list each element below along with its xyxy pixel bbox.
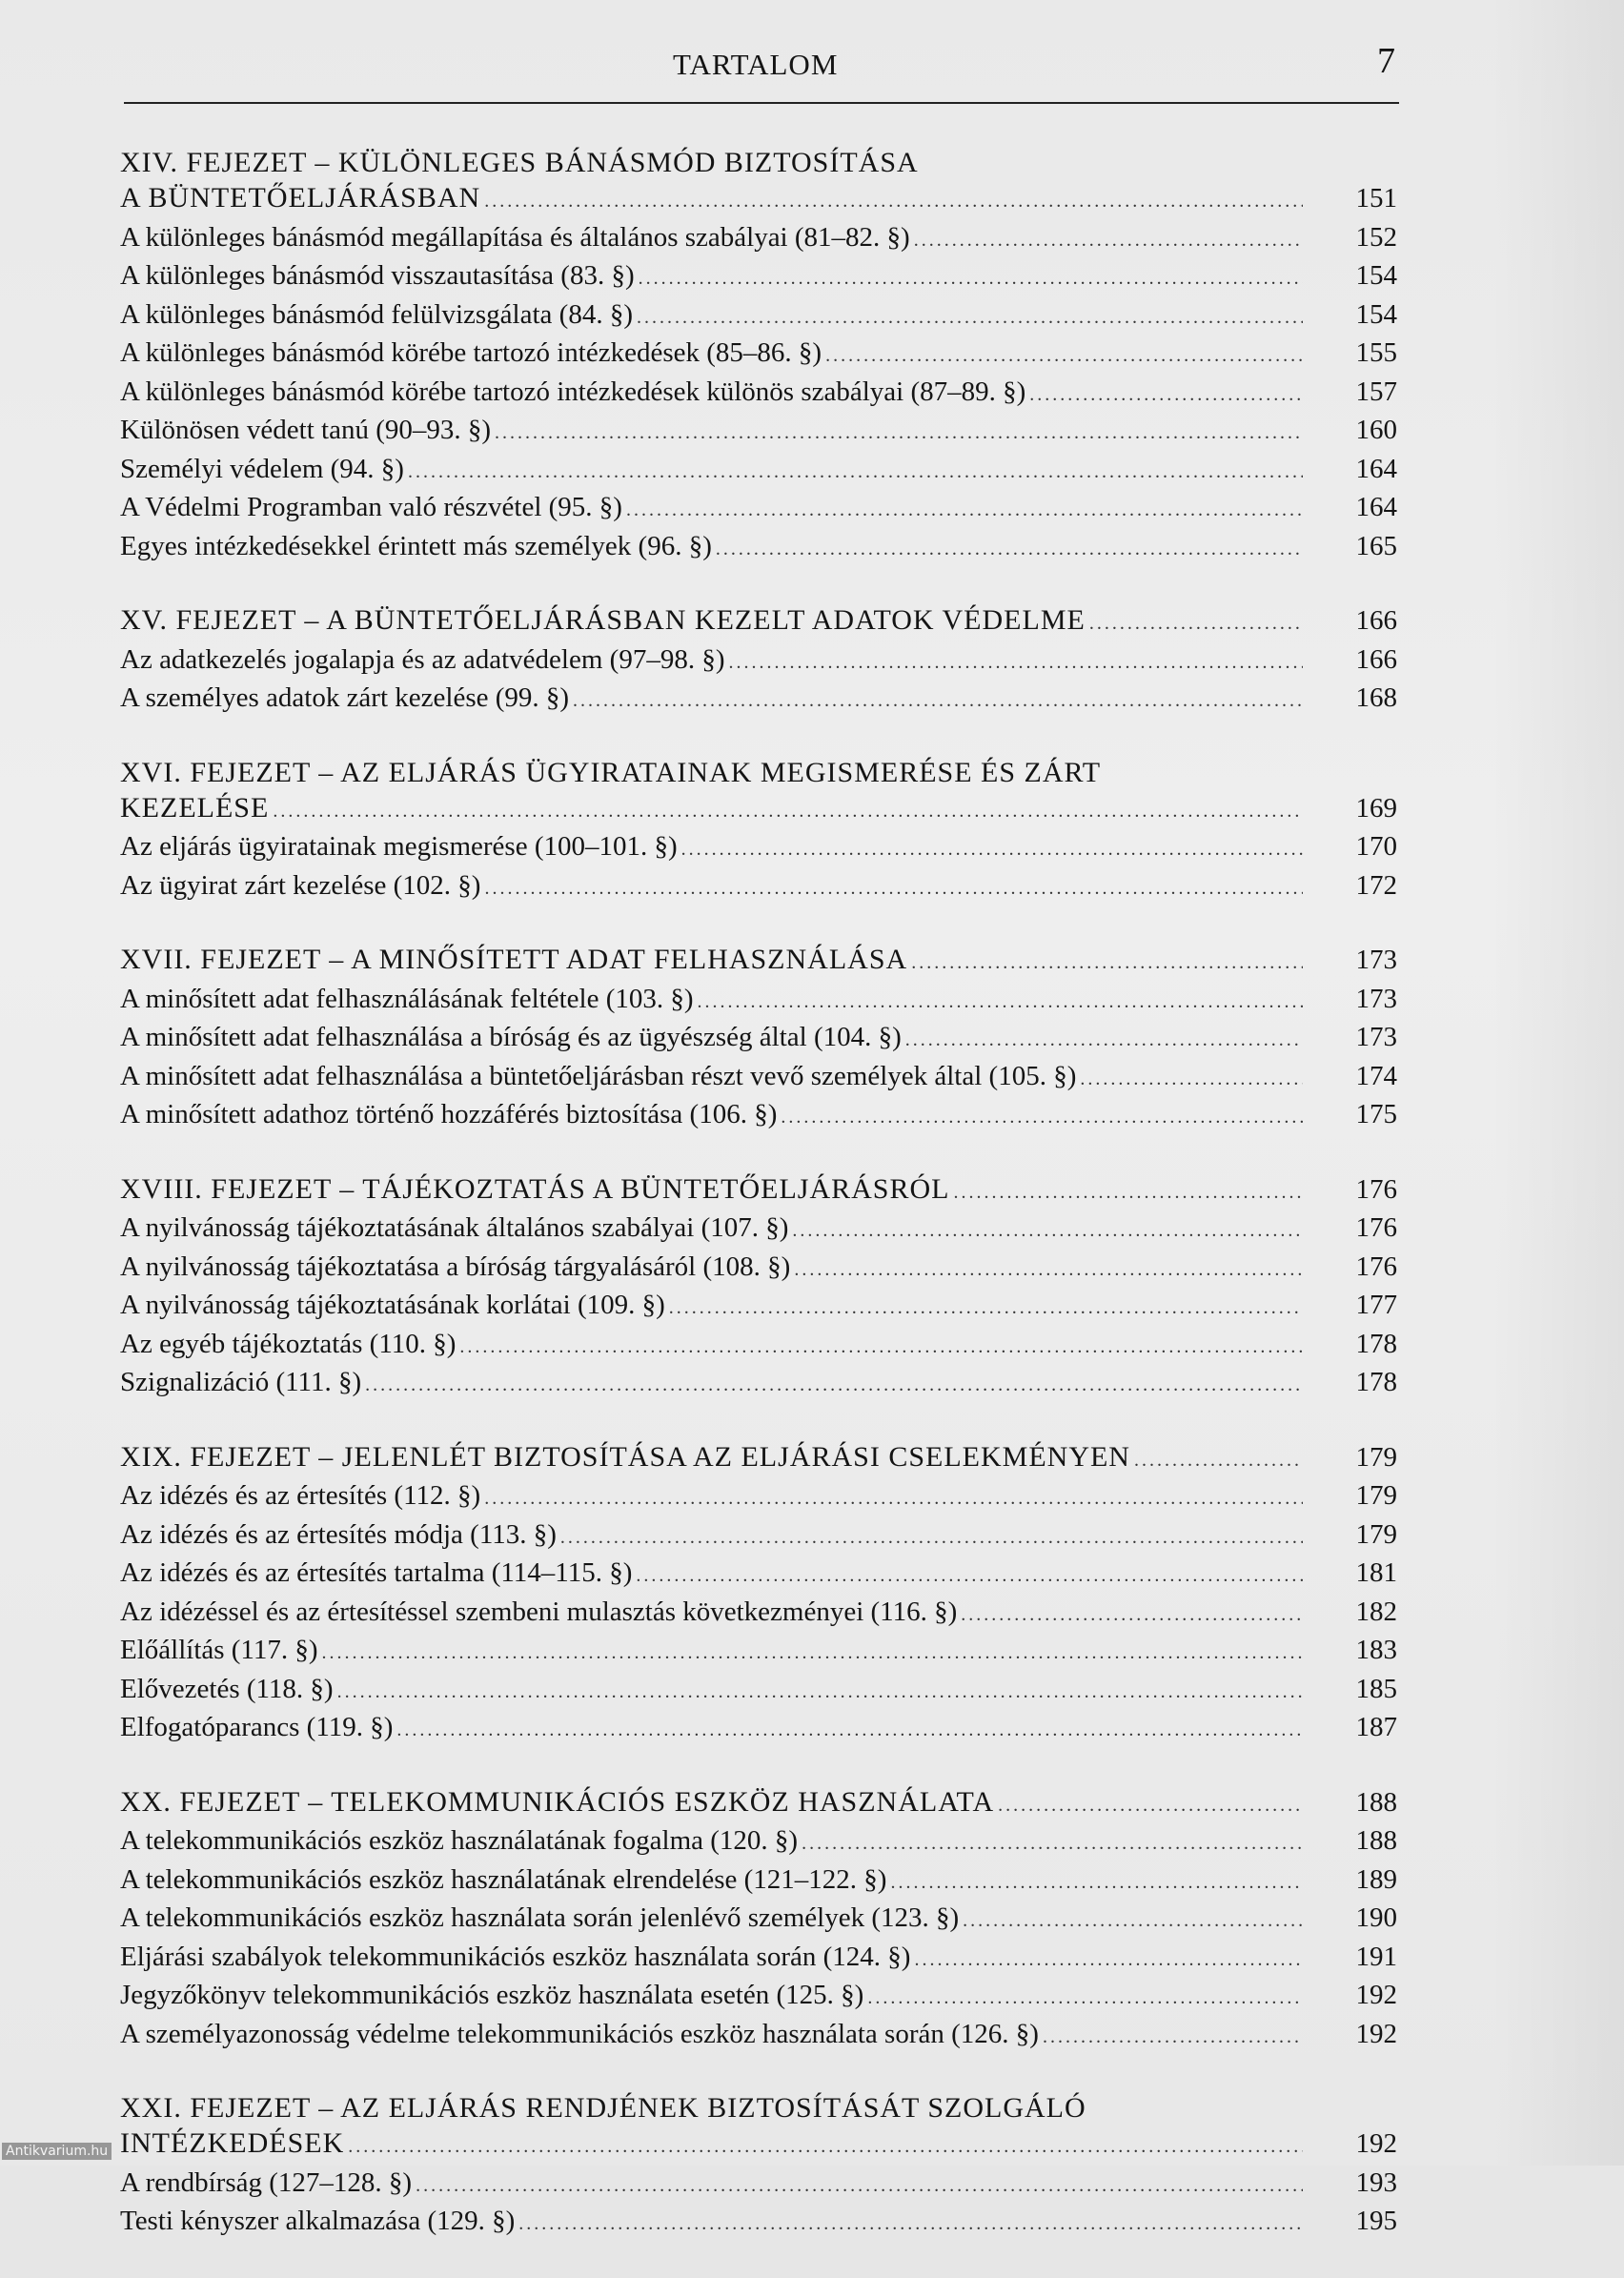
dot-leader (1134, 1443, 1303, 1479)
toc-entry-page-number: 181 (1355, 1557, 1397, 1588)
toc-entry-text: Az adatkezelés jogalapja és az adatvédelem (97–98. §) (120, 643, 725, 675)
dot-leader (1043, 2020, 1303, 2056)
toc-entry-text: Szignalizáció (111. §) (120, 1367, 362, 1397)
dot-leader (963, 1903, 1303, 1940)
header-rule (124, 102, 1399, 104)
toc-entry[interactable] (120, 868, 1397, 907)
toc-entry-text: A telekommunikációs eszköz használatának elrendelése (121–122. §) (120, 1863, 887, 1895)
dot-leader (911, 946, 1303, 982)
toc-entry-text: A különleges bánásmód körébe tartozó intézkedések különös szabályai (87–89. §) (120, 376, 1026, 407)
toc-entry-text: A személyes adatok zárt kezelése (99. §) (120, 682, 570, 713)
toc-entry-text: A különleges bánásmód körébe tartozó intézkedések (85–86. §) (120, 337, 822, 368)
toc-chapter (120, 145, 1397, 567)
dot-leader (1089, 606, 1303, 642)
toc-entry-text: A Védelmi Programban való részvétel (95. §) (120, 492, 622, 522)
toc-entry-page-number: 189 (1355, 1863, 1397, 1895)
chapter-title-text: XIX. FEJEZET – JELENLÉT BIZTOSÍTÁSA AZ ELJÁRÁSI CSELEKMÉNYEN (120, 1440, 1130, 1473)
toc-entry-text: A nyilvánosság tájékoztatásának korlátai (109. §) (120, 1290, 665, 1320)
toc-entry-page-number: 195 (1355, 2206, 1397, 2236)
dot-leader (867, 1981, 1303, 2017)
toc-entry-text: Személyi védelem (94. §) (120, 453, 404, 484)
toc-entry[interactable] (120, 1210, 1397, 1250)
chapter-page-number: 176 (1355, 1173, 1397, 1205)
watermark: Antikvarium.hu (2, 2143, 112, 2160)
toc-entry-text: Az idézés és az értesítés (112. §) (120, 1480, 481, 1511)
toc-entry-page-number: 174 (1355, 1060, 1397, 1091)
chapter-title: XVI. FEJEZET – AZ ELJÁRÁS ÜGYIRATAINAK MEGISMERÉSE ÉS ZÁRT (120, 756, 1102, 788)
toc-entry-text: A telekommunikációs eszköz használatának fogalma (120. §) (120, 1825, 799, 1856)
toc-entry-page-number: 192 (1355, 1980, 1397, 2010)
dot-leader (792, 1213, 1303, 1250)
toc-entry-page-number: 190 (1355, 1902, 1397, 1933)
dot-leader (681, 832, 1303, 868)
toc-entry[interactable] (120, 490, 1397, 529)
dot-leader (794, 1252, 1303, 1289)
chapter-title: XIV. FEJEZET – KÜLÖNLEGES BÁNÁSMÓD BIZTOSÍTÁSA (120, 147, 919, 178)
dot-leader (639, 261, 1303, 297)
dot-leader (669, 1291, 1303, 1327)
chapter-title-text: KEZELÉSE (120, 791, 270, 824)
chapter-page-number: 166 (1355, 605, 1397, 636)
dot-leader (484, 184, 1303, 220)
dot-leader (495, 416, 1303, 452)
toc-entry-text: Előállítás (117. §) (120, 1635, 318, 1665)
toc-entry[interactable] (120, 2166, 1397, 2205)
toc-entry[interactable] (120, 1288, 1397, 1327)
dot-leader (905, 1023, 1303, 1059)
dot-leader (637, 300, 1303, 336)
toc-entry[interactable] (120, 1672, 1397, 1711)
toc-entry[interactable] (120, 1823, 1397, 1862)
toc-entry[interactable] (120, 220, 1397, 259)
dot-leader (998, 1788, 1303, 1824)
toc-entry-page-number: 176 (1355, 1251, 1397, 1282)
toc-entry[interactable] (120, 642, 1397, 681)
toc-entry-page-number: 168 (1355, 682, 1397, 713)
dot-leader (825, 338, 1303, 375)
dot-leader (518, 2207, 1303, 2243)
chapter-page-number: 173 (1355, 945, 1397, 975)
chapter-title-row[interactable] (120, 2125, 1397, 2166)
dot-leader (716, 532, 1303, 568)
dot-leader (396, 1713, 1303, 1749)
dot-leader (914, 1942, 1303, 1979)
dot-leader (802, 1826, 1303, 1862)
dot-leader (459, 1330, 1303, 1366)
toc-entry-text: Eljárási szabályok telekommunikációs eszköz használata során (124. §) (120, 1941, 911, 1972)
toc-entry[interactable] (120, 2017, 1397, 2056)
toc-entry-page-number: 173 (1355, 983, 1397, 1014)
chapter-title-text: XX. FEJEZET – TELEKOMMUNIKÁCIÓS ESZKÖZ HASZNÁLATA (120, 1785, 995, 1818)
toc-entry-page-number: 179 (1355, 1480, 1397, 1511)
toc-entry-text: A nyilvánosság tájékoztatása a bíróság tárgyalásáról (108. §) (120, 1251, 791, 1282)
toc-entry-page-number: 188 (1355, 1825, 1397, 1856)
chapter-title-text: INTÉZKEDÉSEK (120, 2127, 345, 2159)
toc-entry-page-number: 157 (1355, 376, 1397, 407)
chapter-title-row[interactable] (120, 790, 1397, 830)
toc-entry-text: A minősített adat felhasználása a büntetőeljárásban részt vevő személyek által (105. §) (120, 1060, 1077, 1091)
toc-entry[interactable] (120, 336, 1397, 375)
toc-entry-page-number: 179 (1355, 1518, 1397, 1550)
dot-leader (890, 1865, 1303, 1902)
dot-leader (953, 1175, 1303, 1211)
toc-entry-text: A különleges bánásmód megállapítása és általános szabályai (81–82. §) (120, 221, 910, 253)
toc-entry[interactable] (120, 1250, 1397, 1289)
toc-entry[interactable] (120, 1478, 1397, 1517)
chapter-title-row[interactable] (120, 1439, 1397, 1479)
toc-entry[interactable] (120, 1862, 1397, 1902)
toc-entry[interactable] (120, 1020, 1397, 1059)
dot-leader (914, 223, 1303, 259)
toc-entry[interactable] (120, 413, 1397, 452)
toc-entry-text: Egyes intézkedésekkel érintett más személyek (96. §) (120, 530, 712, 561)
chapter-title-row[interactable] (120, 1784, 1397, 1824)
chapter-title-row[interactable] (120, 602, 1397, 642)
dot-leader (484, 1481, 1303, 1517)
toc-entry-text: Jegyzőkönyv telekommunikációs eszköz használata esetén (125. §) (120, 1980, 864, 2010)
dot-leader (273, 794, 1303, 830)
toc-entry-text: A különleges bánásmód felülvizsgálata (84. §) (120, 298, 633, 330)
toc-entry-page-number: 166 (1355, 643, 1397, 675)
toc-entry[interactable] (120, 258, 1397, 297)
toc-entry[interactable] (120, 982, 1397, 1021)
dot-leader (365, 1368, 1303, 1404)
toc-entry-text: Az eljárás ügyiratainak megismerése (100–101. §) (120, 831, 678, 862)
page-number: 7 (1377, 41, 1395, 81)
toc-entry[interactable] (120, 681, 1397, 720)
toc-entry[interactable] (120, 1633, 1397, 1672)
toc-entry[interactable] (120, 1595, 1397, 1634)
toc-entry-page-number: 177 (1355, 1290, 1397, 1320)
toc-entry-page-number: 187 (1355, 1712, 1397, 1742)
toc-entry-text: A minősített adat felhasználásának feltétele (103. §) (120, 983, 694, 1014)
table-of-contents (120, 145, 1397, 2278)
toc-entry-page-number: 155 (1355, 337, 1397, 368)
toc-entry[interactable] (120, 529, 1397, 568)
toc-entry-page-number: 164 (1355, 453, 1397, 484)
toc-entry-page-number: 178 (1355, 1367, 1397, 1397)
toc-entry-page-number: 164 (1355, 492, 1397, 522)
toc-entry-page-number: 154 (1355, 260, 1397, 291)
chapter-page-number: 169 (1355, 792, 1397, 824)
dot-leader (626, 493, 1303, 529)
toc-entry[interactable] (120, 1517, 1397, 1556)
toc-entry-page-number: 172 (1355, 869, 1397, 901)
toc-entry-page-number: 193 (1355, 2166, 1397, 2198)
toc-entry-page-number: 165 (1355, 530, 1397, 561)
dot-leader (636, 1558, 1303, 1595)
toc-entry[interactable] (120, 1097, 1397, 1136)
dot-leader (337, 1675, 1303, 1711)
chapter-title-row[interactable] (120, 942, 1397, 982)
toc-entry-text: A nyilvánosság tájékoztatásának általános szabályai (107. §) (120, 1212, 789, 1243)
toc-chapter (120, 2090, 1397, 2243)
toc-entry-page-number: 178 (1355, 1328, 1397, 1359)
chapter-title-text: XV. FEJEZET – A BÜNTETŐELJÁRÁSBAN KEZELT ADATOK VÉDELME (120, 604, 1086, 636)
toc-entry[interactable] (120, 1327, 1397, 1366)
toc-entry-text: Az idézés és az értesítés módja (113. §) (120, 1518, 557, 1550)
chapter-title-row[interactable] (120, 1171, 1397, 1211)
dot-leader (322, 1636, 1303, 1672)
toc-chapter (120, 755, 1397, 907)
toc-entry-page-number: 152 (1355, 221, 1397, 253)
toc-entry[interactable] (120, 1365, 1397, 1404)
dot-leader (560, 1520, 1303, 1556)
chapter-title-text: XVIII. FEJEZET – TÁJÉKOZTATÁS A BÜNTETŐELJÁRÁSRÓL (120, 1172, 950, 1205)
toc-entry[interactable] (120, 1940, 1397, 1979)
toc-entry[interactable] (120, 452, 1397, 491)
toc-entry-text: Különösen védett tanú (90–93. §) (120, 415, 492, 445)
toc-entry[interactable] (120, 829, 1397, 868)
toc-entry-text: Testi kényszer alkalmazása (129. §) (120, 2206, 516, 2236)
toc-entry-text: Elővezetés (118. §) (120, 1673, 334, 1704)
chapter-title-text: XVII. FEJEZET – A MINŐSÍTETT ADAT FELHASZNÁLÁSA (120, 944, 908, 975)
toc-entry[interactable] (120, 1059, 1397, 1098)
toc-entry-page-number: 176 (1355, 1212, 1397, 1243)
dot-leader (1080, 1062, 1303, 1098)
toc-entry-text: Az idézéssel és az értesítéssel szembeni mulasztás következményei (116. §) (120, 1596, 958, 1627)
toc-entry-text: Az ügyirat zárt kezelése (102. §) (120, 869, 481, 901)
toc-entry[interactable] (120, 1901, 1397, 1940)
dot-leader (416, 2168, 1303, 2205)
dot-leader (961, 1597, 1303, 1634)
chapter-title-row[interactable] (120, 180, 1397, 220)
toc-entry[interactable] (120, 1978, 1397, 2017)
toc-entry-page-number: 154 (1355, 298, 1397, 330)
toc-entry-text: A telekommunikációs eszköz használata során jelenlévő személyek (123. §) (120, 1902, 960, 1933)
toc-entry-text: A személyazonosság védelme telekommunikációs eszköz használata során (126. §) (120, 2018, 1039, 2049)
toc-entry-page-number: 160 (1355, 415, 1397, 445)
toc-entry[interactable] (120, 297, 1397, 336)
toc-entry-text: A rendbírság (127–128. §) (120, 2166, 413, 2198)
toc-entry[interactable] (120, 1710, 1397, 1749)
page-shadow (1491, 0, 1624, 2166)
toc-entry-page-number: 170 (1355, 831, 1397, 862)
dot-leader (1029, 377, 1303, 414)
toc-entry-page-number: 173 (1355, 1022, 1397, 1052)
toc-chapter (120, 942, 1397, 1136)
toc-entry-page-number: 183 (1355, 1635, 1397, 1665)
chapter-page-number: 188 (1355, 1786, 1397, 1818)
chapter-title-text: A BÜNTETŐELJÁRÁSBAN (120, 182, 481, 214)
dot-leader (408, 455, 1303, 491)
toc-entry[interactable] (120, 1556, 1397, 1595)
toc-entry-text: A különleges bánásmód visszautasítása (83. §) (120, 260, 635, 291)
dot-leader (573, 683, 1303, 720)
chapter-page-number: 151 (1355, 183, 1397, 214)
toc-chapter (120, 1784, 1397, 2056)
dot-leader (698, 985, 1303, 1021)
running-title: TARTALOM (673, 48, 839, 81)
toc-entry-text: Az idézés és az értesítés tartalma (114–115. §) (120, 1557, 633, 1588)
chapter-page-number: 179 (1355, 1441, 1397, 1473)
toc-chapter (120, 1439, 1397, 1749)
toc-entry-text: Elfogatóparancs (119. §) (120, 1712, 394, 1742)
toc-entry-page-number: 192 (1355, 2018, 1397, 2049)
toc-entry-page-number: 191 (1355, 1941, 1397, 1972)
chapter-page-number: 192 (1355, 2128, 1397, 2159)
chapter-title: XXI. FEJEZET – AZ ELJÁRÁS RENDJÉNEK BIZTOSÍTÁSÁT SZOLGÁLÓ (120, 2092, 1086, 2124)
toc-entry-text: A minősített adat felhasználása a bíróság és az ügyészség által (104. §) (120, 1022, 902, 1052)
toc-entry[interactable] (120, 375, 1397, 414)
toc-chapter (120, 1171, 1397, 1404)
toc-entry-text: A minősített adathoz történő hozzáférés biztosítása (106. §) (120, 1099, 778, 1129)
toc-entry-page-number: 182 (1355, 1596, 1397, 1627)
toc-entry-page-number: 185 (1355, 1673, 1397, 1704)
toc-entry-page-number: 175 (1355, 1099, 1397, 1129)
dot-leader (484, 871, 1303, 907)
page-header (124, 38, 1401, 105)
dot-leader (781, 1100, 1303, 1136)
dot-leader (728, 645, 1303, 681)
toc-entry[interactable] (120, 2204, 1397, 2243)
dot-leader (348, 2129, 1303, 2166)
toc-chapter (120, 602, 1397, 720)
toc-entry-text: Az egyéb tájékoztatás (110. §) (120, 1328, 457, 1359)
